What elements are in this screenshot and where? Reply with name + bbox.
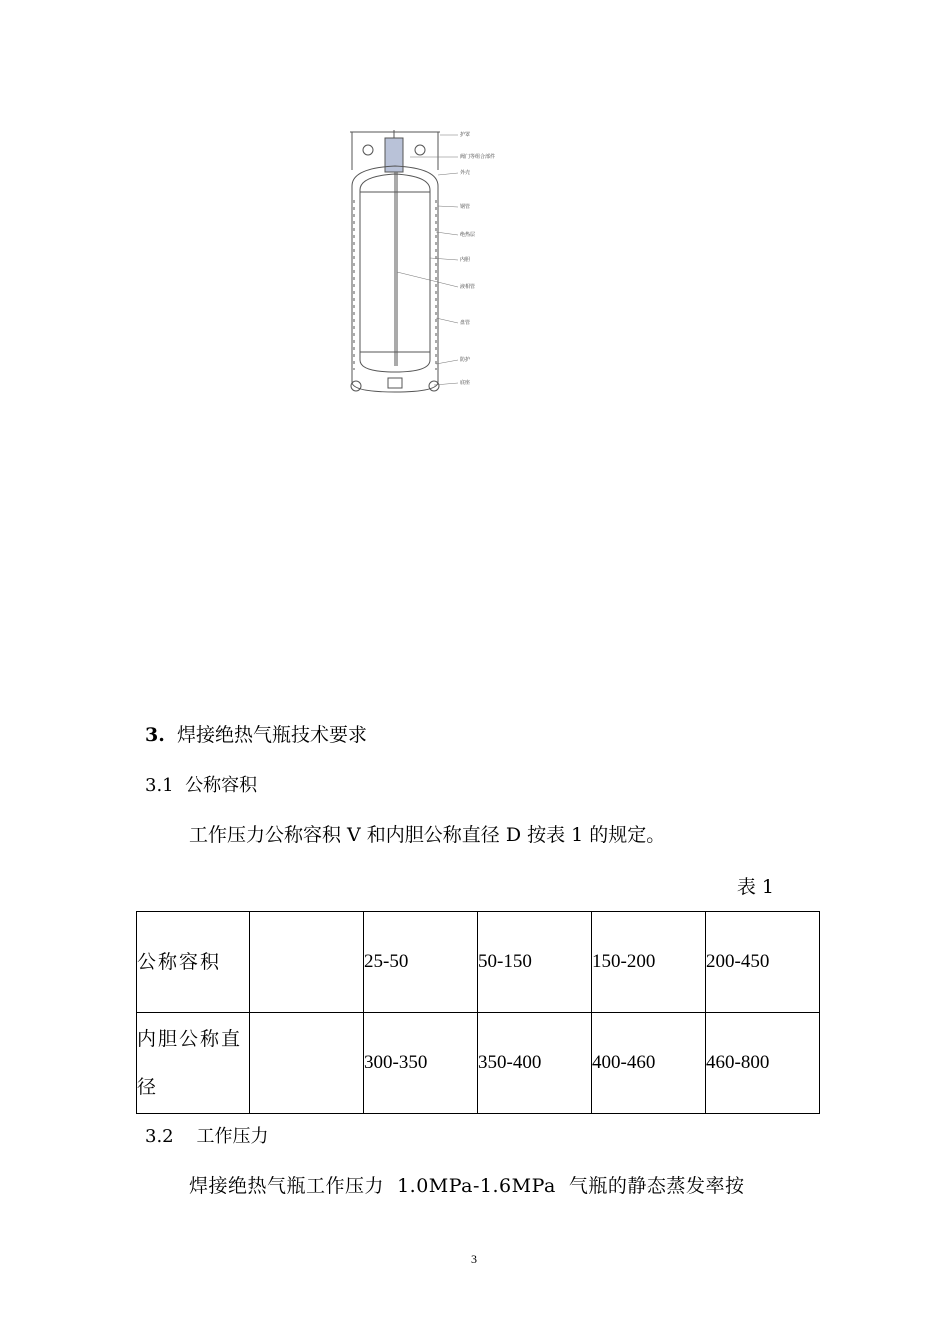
figure-label-valves: 阀门等组合部件: [460, 154, 496, 160]
figure-label-cover: 护罩: [460, 132, 471, 138]
figure-label-coil: 盘管: [460, 320, 471, 326]
subsection-number-2: 3.2: [145, 1126, 174, 1147]
section-number: 3.: [145, 724, 165, 746]
subsection-title-1: 公称容积: [185, 775, 258, 796]
section-heading: [145, 720, 367, 747]
row-unit-cell: [250, 912, 364, 1013]
row-header-volume: 公称容积: [137, 912, 250, 1013]
section-title: 焊接绝热气瓶技术要求: [176, 724, 367, 746]
table-cell: 150-200: [592, 912, 706, 1013]
subsection-heading-1: [145, 771, 257, 797]
figure-label-inner-vessel: 内胆: [460, 257, 471, 263]
cylinder-diagram: [340, 120, 520, 400]
table-cell: 25-50: [364, 912, 478, 1013]
subsection-heading-2: [145, 1122, 269, 1148]
table-cell: 300-350: [364, 1013, 478, 1114]
figure-label-steel-pipe: 钢管: [460, 204, 471, 210]
row-header-diameter: 内胆公称直径: [137, 1013, 250, 1114]
cylinder-drawing: [340, 120, 520, 400]
row-unit-cell: [250, 1013, 364, 1114]
table-cell: 400-460: [592, 1013, 706, 1114]
table-cell: 50-150: [478, 912, 592, 1013]
table-cell: 200-450: [706, 912, 820, 1013]
figure-label-insulation: 绝热层: [460, 232, 476, 238]
subsection-title-2: 工作压力: [196, 1126, 269, 1147]
spec-table: [136, 911, 820, 1114]
table-cell: 460-800: [706, 1013, 820, 1114]
table-caption: 表 1: [736, 876, 774, 898]
subsection-number-1: 3.1: [145, 775, 174, 796]
figure-label-base: 底座: [460, 380, 471, 386]
table-row: [137, 912, 820, 1013]
table-row: [137, 1013, 820, 1114]
table-cell: 350-400: [478, 1013, 592, 1114]
paragraph-pressure: 焊接绝热气瓶工作压力 1.0MPa-1.6MPa 气瓶的静态蒸发率按: [189, 1175, 745, 1197]
figure-label-liquid-pipe: 液相管: [460, 284, 476, 290]
paragraph-volume: 工作压力公称容积 V 和内胆公称直径 D 按表 1 的规定。: [189, 824, 666, 846]
figure-label-shell: 外壳: [460, 170, 471, 176]
page-number: 3: [471, 1252, 477, 1266]
figure-label-guard: 防护: [460, 357, 471, 363]
